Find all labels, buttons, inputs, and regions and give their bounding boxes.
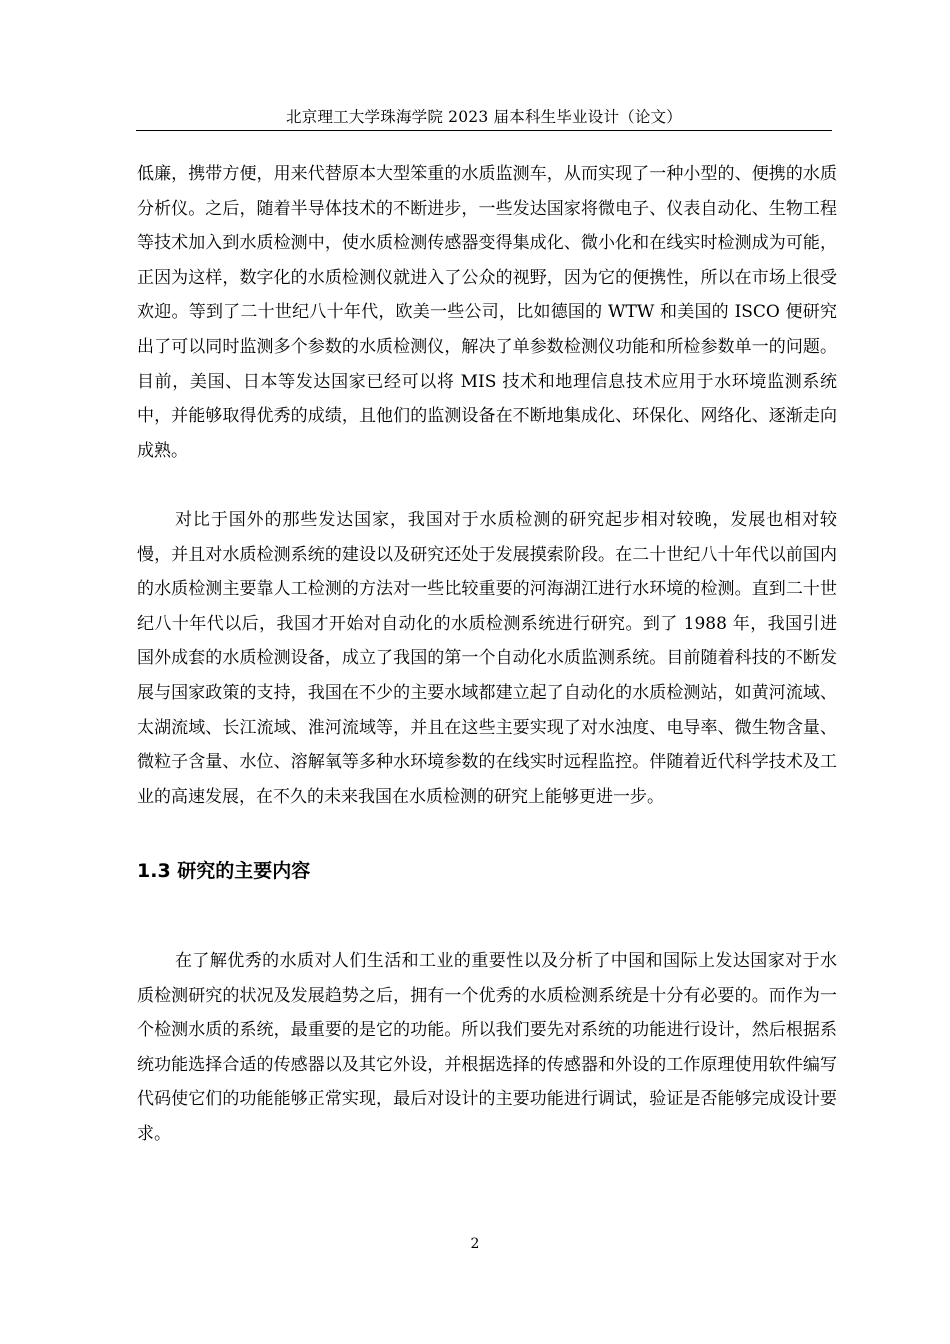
- paragraph-continuation: [137, 157, 837, 468]
- body-paragraph-2: 对比于国外的那些发达国家，我国对于水质检测的研究起步相对较晚，发展也相对较慢，并且对水质检测系统的建设以及研究还处于发展摸索阶段。在二十世纪八十年代以前国内的水质检测主要靠人工检测的方法对一些比较重要的河海湖江进行水环境的检测。直到二十世纪八十年代以后，我国才开始对自动化的水质检测系统进行研究。到了 1988 年，我国引进国外成套的水质检测设备，成立了我国的第一个自动化水质监测系统。目前随着科技的不断发展与国家政策的支持，我国在不少的主要水域都建立起了自动化的水质检测站，如黄河流域、太湖流域、长江流域、淮河流域等，并且在这些主要实现了对水浊度、电导率、微生物含量、微粒子含量、水位、溶解氧等多种水环境参数的在线实时远程监控。伴随着近代科学技术及工业的高速发展，在不久的未来我国在水质检测的研究上能够更进一步。: [137, 510, 837, 807]
- page-number: 2: [470, 1236, 480, 1252]
- body-paragraph-3: 在了解优秀的水质对人们生活和工业的重要性以及分析了中国和国际上发达国家对于水质检测研究的状况及发展趋势之后，拥有一个优秀的水质检测系统是十分有必要的。而作为一个检测水质的系统，最重要的是它的功能。所以我们要先对系统的功能进行设计，然后根据系统功能选择合适的传感器以及其它外设，并根据选择的传感器和外设的工作原理使用软件编写代码使它们的功能能够正常实现，最后对设计的主要功能进行调试，验证是否能够完成设计要求。: [137, 951, 837, 1144]
- paragraph-domestic-research: [137, 503, 837, 814]
- paragraph-main-content: [137, 944, 837, 1152]
- section-heading: 1.3 研究的主要内容: [137, 860, 311, 882]
- header-divider: [136, 130, 832, 131]
- running-header: 北京理工大学珠海学院 2023 届本科生毕业设计（论文）: [286, 108, 682, 126]
- body-paragraph-1: 低廉，携带方便，用来代替原本大型笨重的水质监测车，从而实现了一种小型的、便携的水质分析仪。之后，随着半导体技术的不断进步，一些发达国家将微电子、仪表自动化、生物工程等技术加入到水质检测中，使水质检测传感器变得集成化、微小化和在线实时检测成为可能，正因为这样，数字化的水质检测仪就进入了公众的视野，因为它的便携性，所以在市场上很受欢迎。等到了二十世纪八十年代，欧美一些公司，比如德国的 WTW 和美国的 ISCO 便研究出了可以同时监测多个参数的水质检测仪，解决了单参数检测仪功能和所检参数单一的问题。目前，美国、日本等发达国家已经可以将 MIS 技术和地理信息技术应用于水环境监测系统中，并能够取得优秀的成绩，且他们的监测设备在不断地集成化、环保化、网络化、逐渐走向成熟。: [137, 164, 837, 461]
